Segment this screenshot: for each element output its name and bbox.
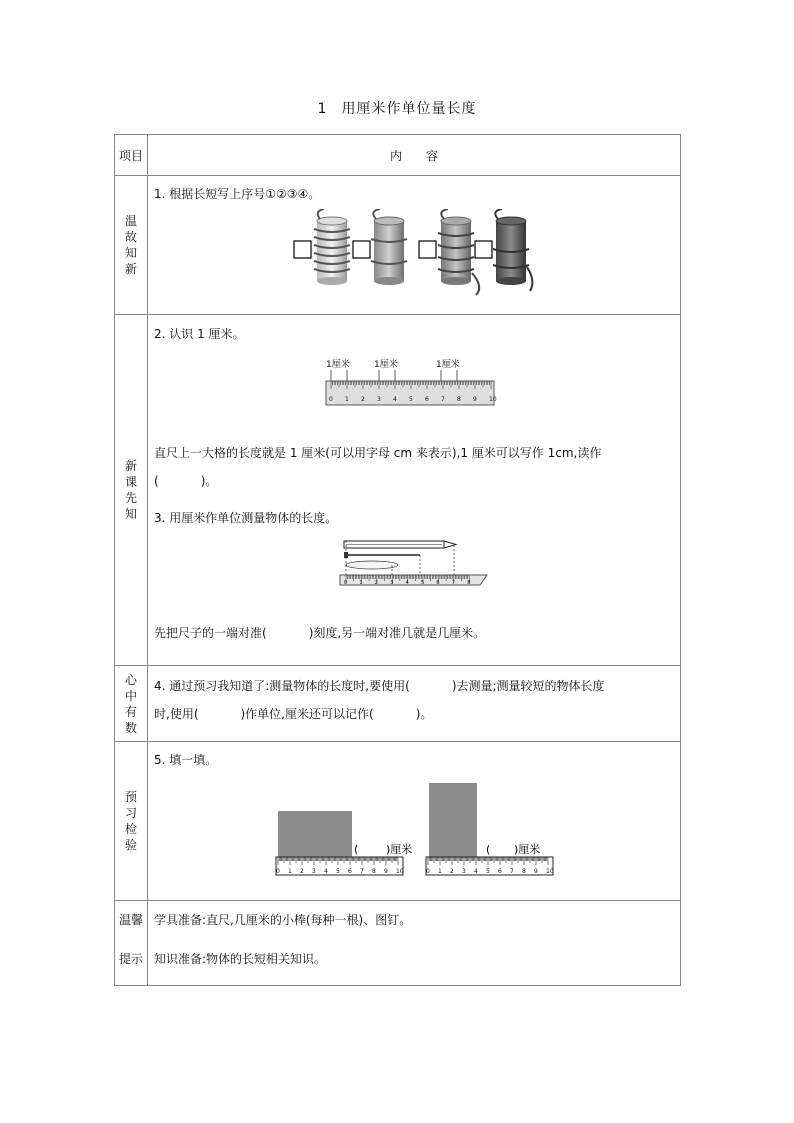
ruler-tick-label: 8 — [522, 868, 526, 875]
ruler-tick-label: 5 — [336, 868, 340, 875]
cm-mark-label: 1厘米 — [374, 360, 398, 370]
ruler-tick-label: 6 — [425, 396, 429, 403]
ruler-tick-label: 6 — [348, 868, 352, 875]
spool-2 — [371, 209, 407, 285]
ruler-tick-label: 2 — [374, 580, 378, 586]
ruler-tick-label: 9 — [384, 868, 388, 875]
ruler-tick-label: 9 — [473, 396, 477, 403]
tips-label-a: 温馨 — [118, 913, 143, 927]
answer-box-4[interactable] — [475, 241, 492, 258]
answer-box-1[interactable] — [294, 241, 311, 258]
ruler-tick-label: 4 — [474, 868, 478, 875]
measure-objects-figure — [154, 537, 674, 599]
ruler-tick-label: 1 — [438, 868, 442, 875]
answer-box-2[interactable] — [353, 241, 370, 258]
ruler-tick-label: 4 — [405, 580, 409, 586]
ruler-tick-label: 0 — [344, 580, 348, 586]
ruler-tick-label: 10 — [396, 868, 404, 875]
ruler-tick-label: 5 — [409, 396, 413, 403]
question-1: 1. 根据长短写上序号①②③④。 — [154, 187, 321, 201]
ruler-tick-label: 7 — [510, 868, 514, 875]
ruler-tick-label: 1 — [345, 396, 349, 403]
q4-text-b: )去测量;测量较短的物体长度 — [451, 679, 605, 693]
header-content — [148, 135, 681, 176]
ruler-tick-label: 2 — [300, 868, 304, 875]
ruler-tick-label: 7 — [360, 868, 364, 875]
pencil-object — [344, 541, 456, 548]
cm-definition-text: 直尺上一大格的长度就是 1 厘米(可以用字母 cm 来表示),1 厘米可以写作 1cm,读作 — [154, 446, 602, 460]
bracket-close: )。 — [200, 474, 218, 488]
section-label-preview — [115, 315, 148, 666]
measure-method-text-b: )刻度,另一端对准几就是几厘米。 — [308, 626, 486, 640]
spool-1 — [314, 209, 350, 285]
measure-method-text-a: 先把尺子的一端对准( — [154, 626, 267, 640]
tip-tools: 学具准备:直尺,几厘米的小棒(每种一根)、图钉。 — [154, 913, 412, 927]
header-content-label: 内 容 — [389, 148, 438, 163]
cm-mark-label: 1厘米 — [436, 360, 460, 370]
unit-label-2: )厘米 — [514, 843, 541, 856]
q4-text-e: )。 — [415, 707, 433, 721]
section-know — [148, 666, 681, 742]
section-label-text: 新课先知 — [124, 459, 137, 521]
cm-mark-label: 1厘米 — [326, 360, 350, 370]
spool-4 — [493, 209, 532, 291]
answer-blank-length-1[interactable] — [362, 841, 384, 855]
ruler-tick-label: 4 — [324, 868, 328, 875]
section-label-know — [115, 666, 148, 742]
ruler-tick-label: 10 — [489, 396, 497, 403]
ruler-tick-label: 2 — [361, 396, 365, 403]
q4-text-d: )作单位,厘米还可以记作( — [240, 707, 374, 721]
worksheet-table — [114, 134, 681, 986]
header-item — [115, 135, 148, 176]
spool-3 — [438, 209, 479, 295]
fill-in-figure — [154, 781, 674, 891]
title-text: 用厘米作单位量长度 — [341, 101, 477, 117]
title-number: 1 — [317, 101, 328, 117]
section-tips — [148, 901, 681, 986]
section-review — [148, 176, 681, 315]
tips-label-b: 提示 — [118, 952, 143, 966]
q4-text-c: 时,使用( — [154, 707, 199, 721]
ruler-tick-label: 3 — [377, 396, 381, 403]
section-label-tips — [115, 901, 148, 986]
ruler-tick-label: 8 — [467, 580, 471, 586]
ruler-tick-label: 0 — [276, 868, 280, 875]
answer-box-3[interactable] — [419, 241, 436, 258]
ruler-tick-label: 5 — [486, 868, 490, 875]
page-title — [0, 98, 794, 118]
nail-object — [344, 552, 420, 558]
ruler-tick-label: 8 — [457, 396, 461, 403]
section-label-text: 预习检验 — [124, 790, 137, 852]
ruler-tick-label: 0 — [426, 868, 430, 875]
bracket-open: ( — [154, 474, 159, 488]
header-item-label: 项目 — [118, 148, 143, 163]
spools-figure — [154, 209, 674, 299]
ruler-tick-label: 9 — [534, 868, 538, 875]
gray-block-2 — [429, 783, 477, 857]
ruler-tick-label: 8 — [372, 868, 376, 875]
question-4 — [148, 666, 680, 734]
gray-block-1 — [278, 811, 352, 857]
q4-text-a: 4. 通过预习我知道了:测量物体的长度时,要使用( — [154, 679, 410, 693]
ruler-tick-label: 10 — [546, 868, 554, 875]
section-label-review — [115, 176, 148, 315]
ruler-tick-label: 0 — [329, 396, 333, 403]
ruler-tick-label: 2 — [450, 868, 454, 875]
section-label-check — [115, 742, 148, 901]
question-5: 5. 填一填。 — [154, 753, 218, 767]
answer-blank-length-2[interactable] — [494, 841, 514, 855]
bracket-open: ( — [486, 843, 491, 856]
ruler-tick-label: 6 — [498, 868, 502, 875]
paragraph-cm-definition — [154, 439, 674, 495]
unit-label-1: )厘米 — [386, 843, 413, 856]
ruler-tick-label: 7 — [451, 580, 455, 586]
ruler-tick-label: 3 — [390, 580, 394, 586]
feather-object — [346, 561, 398, 569]
ruler-tick-label: 3 — [462, 868, 466, 875]
ruler-tick-label: 1 — [288, 868, 292, 875]
section-label-text: 心中有数 — [124, 672, 137, 735]
ruler-tick-label: 7 — [441, 396, 445, 403]
ruler-1cm-figure — [154, 355, 674, 425]
section-preview — [148, 315, 681, 666]
bracket-open: ( — [354, 843, 359, 856]
ruler-tick-label: 3 — [312, 868, 316, 875]
question-2: 2. 认识 1 厘米。 — [154, 327, 245, 341]
question-3: 3. 用厘米作单位测量物体的长度。 — [154, 511, 338, 525]
ruler-tick-label: 6 — [436, 580, 440, 586]
section-label-text: 温故知新 — [124, 214, 137, 276]
section-check — [148, 742, 681, 901]
tip-knowledge: 知识准备:物体的长短相关知识。 — [154, 952, 327, 966]
ruler-tick-label: 4 — [393, 396, 397, 403]
ruler-tick-label: 1 — [359, 580, 363, 586]
ruler-tick-label: 5 — [421, 580, 425, 586]
paragraph-measure-method — [154, 619, 674, 647]
